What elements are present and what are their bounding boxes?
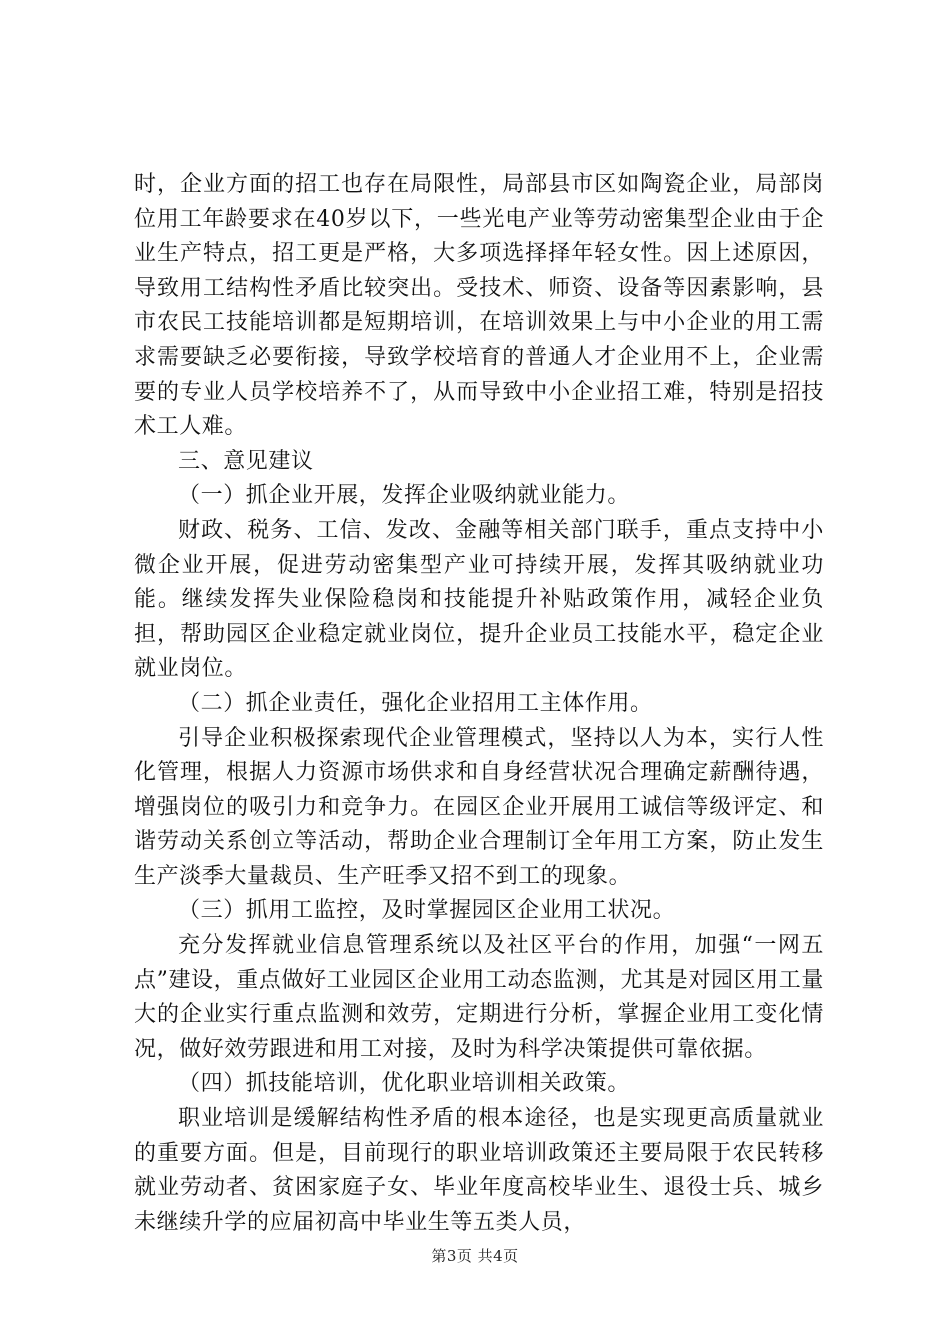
subheading-1: （一）抓企业开展，发挥企业吸纳就业能力。 bbox=[178, 483, 631, 509]
page-footer bbox=[0, 1246, 950, 1266]
subheading-3: （三）抓用工监控，及时掌握园区企业用工状况。 bbox=[178, 898, 676, 924]
subheading-4: （四）抓技能培训，优化职业培训相关政策。 bbox=[178, 1071, 631, 1097]
paragraph-continuation: 时，企业方面的招工也存在局限性，局部县市区如陶瓷企业，局部岗位用工年龄要求在40岁以下，一些光电产业等劳动密集型企业由于企业生产特点，招工更是严格，大多项选择择年轻女性。因上述原因，导致用工结构性矛盾比较突出。受技术、师资、设备等因素影响，县市农民工技能培训都是短期培训，在培训效果上与中小企业的用工需求需要缺乏必要衔接，导致学校培育的普通人才企业用不上，企业需要的专业人员学校培养不了，从而导致中小企业招工难，特别是招技术工人难。 bbox=[134, 172, 824, 440]
paragraph-1: 财政、税务、工信、发改、金融等相关部门联手，重点支持中小微企业开展，促进劳动密集型产业可持续开展，发挥其吸纳就业功能。继续发挥失业保险稳岗和技能提升补贴政策作用，减轻企业负担，帮助园区企业稳定就业岗位，提升企业员工技能水平，稳定企业就业岗位。 bbox=[134, 517, 824, 682]
subheading-2: （二）抓企业责任，强化企业招用工主体作用。 bbox=[178, 690, 653, 716]
paragraph-3: 充分发挥就业信息管理系统以及社区平台的作用，加强“一网五点”建设，重点做好工业园区企业用工动态监测，尤其是对园区用工量大的企业实行重点监测和效劳，定期进行分析，掌握企业用工变化情况，做好效劳跟进和用工对接，及时为科学决策提供可靠依据。 bbox=[134, 933, 824, 1062]
paragraph-2: 引导企业积极探索现代企业管理模式，坚持以人为本，实行人性化管理，根据人力资源市场供求和自身经营状况合理确定薪酬待遇，增强岗位的吸引力和竞争力。在园区企业开展用工诚信等级评定、和谐劳动关系创立等活动，帮助企业合理制订全年用工方案，防止发生生产淡季大量裁员、生产旺季又招不到工的现象。 bbox=[134, 725, 824, 889]
page-number: 第3页 共4页 bbox=[431, 1247, 519, 1265]
paragraph-4: 职业培训是缓解结构性矛盾的根本途径，也是实现更高质量就业的重要方面。但是，目前现行的职业培训政策还主要局限于农民转移就业劳动者、贫困家庭子女、毕业年度高校毕业生、退役士兵、城乡未继续升学的应届初高中毕业生等五类人员， bbox=[134, 1106, 824, 1235]
document-body bbox=[134, 168, 824, 1240]
section-heading-suggestions: 三、意见建议 bbox=[178, 448, 314, 474]
